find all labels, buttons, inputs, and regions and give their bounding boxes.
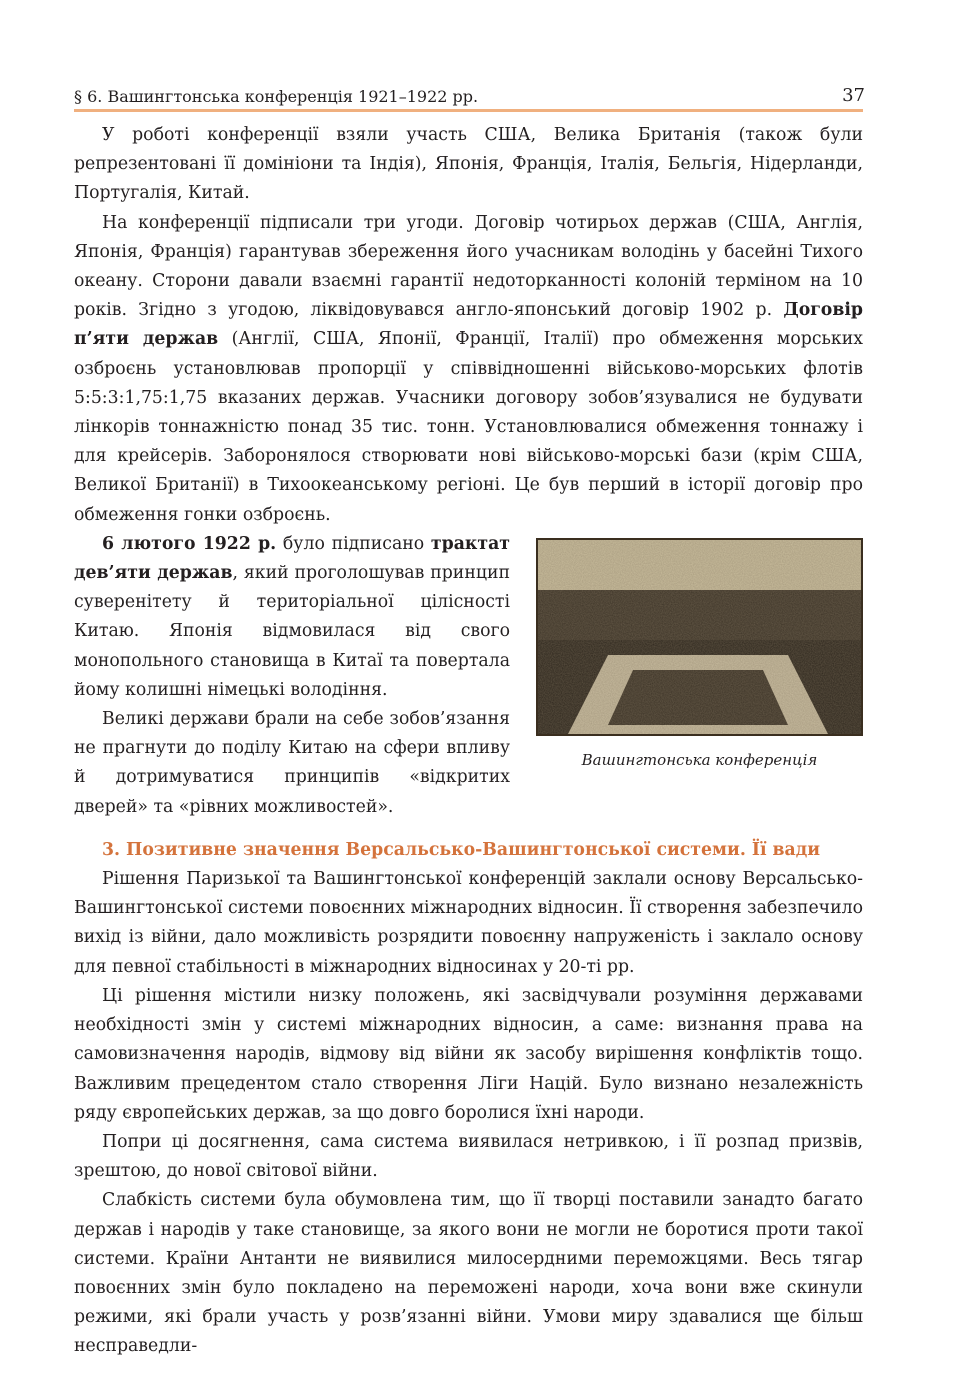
- bold-term: Договір п’яти держав: [74, 300, 863, 350]
- page-number: 37: [842, 85, 865, 106]
- header-rule: [74, 109, 863, 112]
- bold-term: трактат дев’яти держав: [74, 533, 510, 584]
- conference-photo: [536, 538, 863, 736]
- paragraph-text: було підписано: [276, 533, 431, 554]
- figure: [536, 538, 863, 770]
- paragraph-weakness: Слабкість системи була обумовлена тим, що її творці поставили занадто багато держав і народів у таке становище, за якого вони не могли не боротися проти такої системи. Країни Антанти не виявилися милосердними переможцями. Весь тягар повоєнних змін було покладено на переможені народи, хоча вони вже скинули режими, які брали участь у розв’язанні війни. Умови миру здавалися ще більш несправедли-: [74, 1190, 863, 1357]
- paragraph-text: , який проголошував принцип суверенітету й територіальної цілісності Китаю. Японія відмовилася від свого монопольного становища в Китаї та повертала йому колишні німецькі володіння.: [74, 563, 510, 700]
- paragraph-three-treaties: [74, 209, 863, 530]
- page-body: [74, 121, 863, 1362]
- paragraph-system-basis: Рішення Паризької та Вашингтонської конференцій заклали основу Версальсько-Вашингтонської системи повоєнних міжнародних відносин. Її створення забезпечило вихід із війни, дало можливість розрядити повоєнну напруженість і заклало основу для певної стабільності в міжнародних відносинах у 20-ті рр.: [74, 869, 863, 977]
- section-heading: 3. Позитивне значення Версальсько-Вашингтонської системи. Її вади: [102, 839, 821, 860]
- paragraph-achievements: Попри ці досягнення, сама система виявилася нетривкою, і її розпад призвів, зрештою, до нової світової війни.: [74, 1131, 863, 1182]
- paragraph-participants: У роботі конференції взяли участь США, Велика Британія (також були репрезентовані її домініони та Індія), Японія, Франція, Італія, Бельгія, Нідерланди, Португалія, Китай.: [74, 125, 863, 204]
- paragraph-great-powers: Великі держави брали на себе зобов’язання не прагнути до поділу Китаю на сфери впливу й дотримуватися принципів «відкритих дверей» та «рівних можливостей».: [74, 709, 510, 817]
- paragraph-decisions: Ці рішення містили низку положень, які засвідчували розуміння державами необхідності змін у системі міжнародних відносин, а саме: визнання права на самовизначення народів, відмову від війни як засобу вирішення конфліктів тощо. Важливим прецедентом стало створення Ліги Націй. Було визнано незалежність ряду європейських держав, за що довго боролися їхні народи.: [74, 985, 863, 1123]
- figure-caption: Вашингтонська конференція: [581, 750, 818, 769]
- running-title: § 6. Вашингтонська конференція 1921–1922 рр.: [74, 87, 479, 106]
- paragraph-text: (Англії, США, Японії, Франції, Італії) про обмеження морських озброєнь установлював пропорції у співвідношенні військово-морських флотів 5:5:3:1,75:1,75 вказаних держав. Учасники договору зобов’язувалися не будувати лінкорів тоннажністю понад 35 тис. тонн. Установлювалися обмеження тоннажу і для крейсерів. Заборонялося створювати нові військово-морські бази (крім США, Великої Британії) в Тихоокеанському регіоні. Це був перший в історії договір про обмеження гонки озброєнь.: [74, 329, 863, 525]
- bold-date: 6 лютого 1922 р.: [102, 533, 277, 554]
- paragraph-text: На конференції підписали три угоди. Договір чотирьох держав (США, Англія, Японія, Франція) гарантував збереження його учасникам володінь у басейні Тихого океану. Сторони давали взаємні гарантії недоторканності колоній терміном на 10 років. Згідно з угодою, ліквідовувався англо-японський договір 1902 р.: [74, 212, 863, 321]
- running-header: [74, 84, 863, 110]
